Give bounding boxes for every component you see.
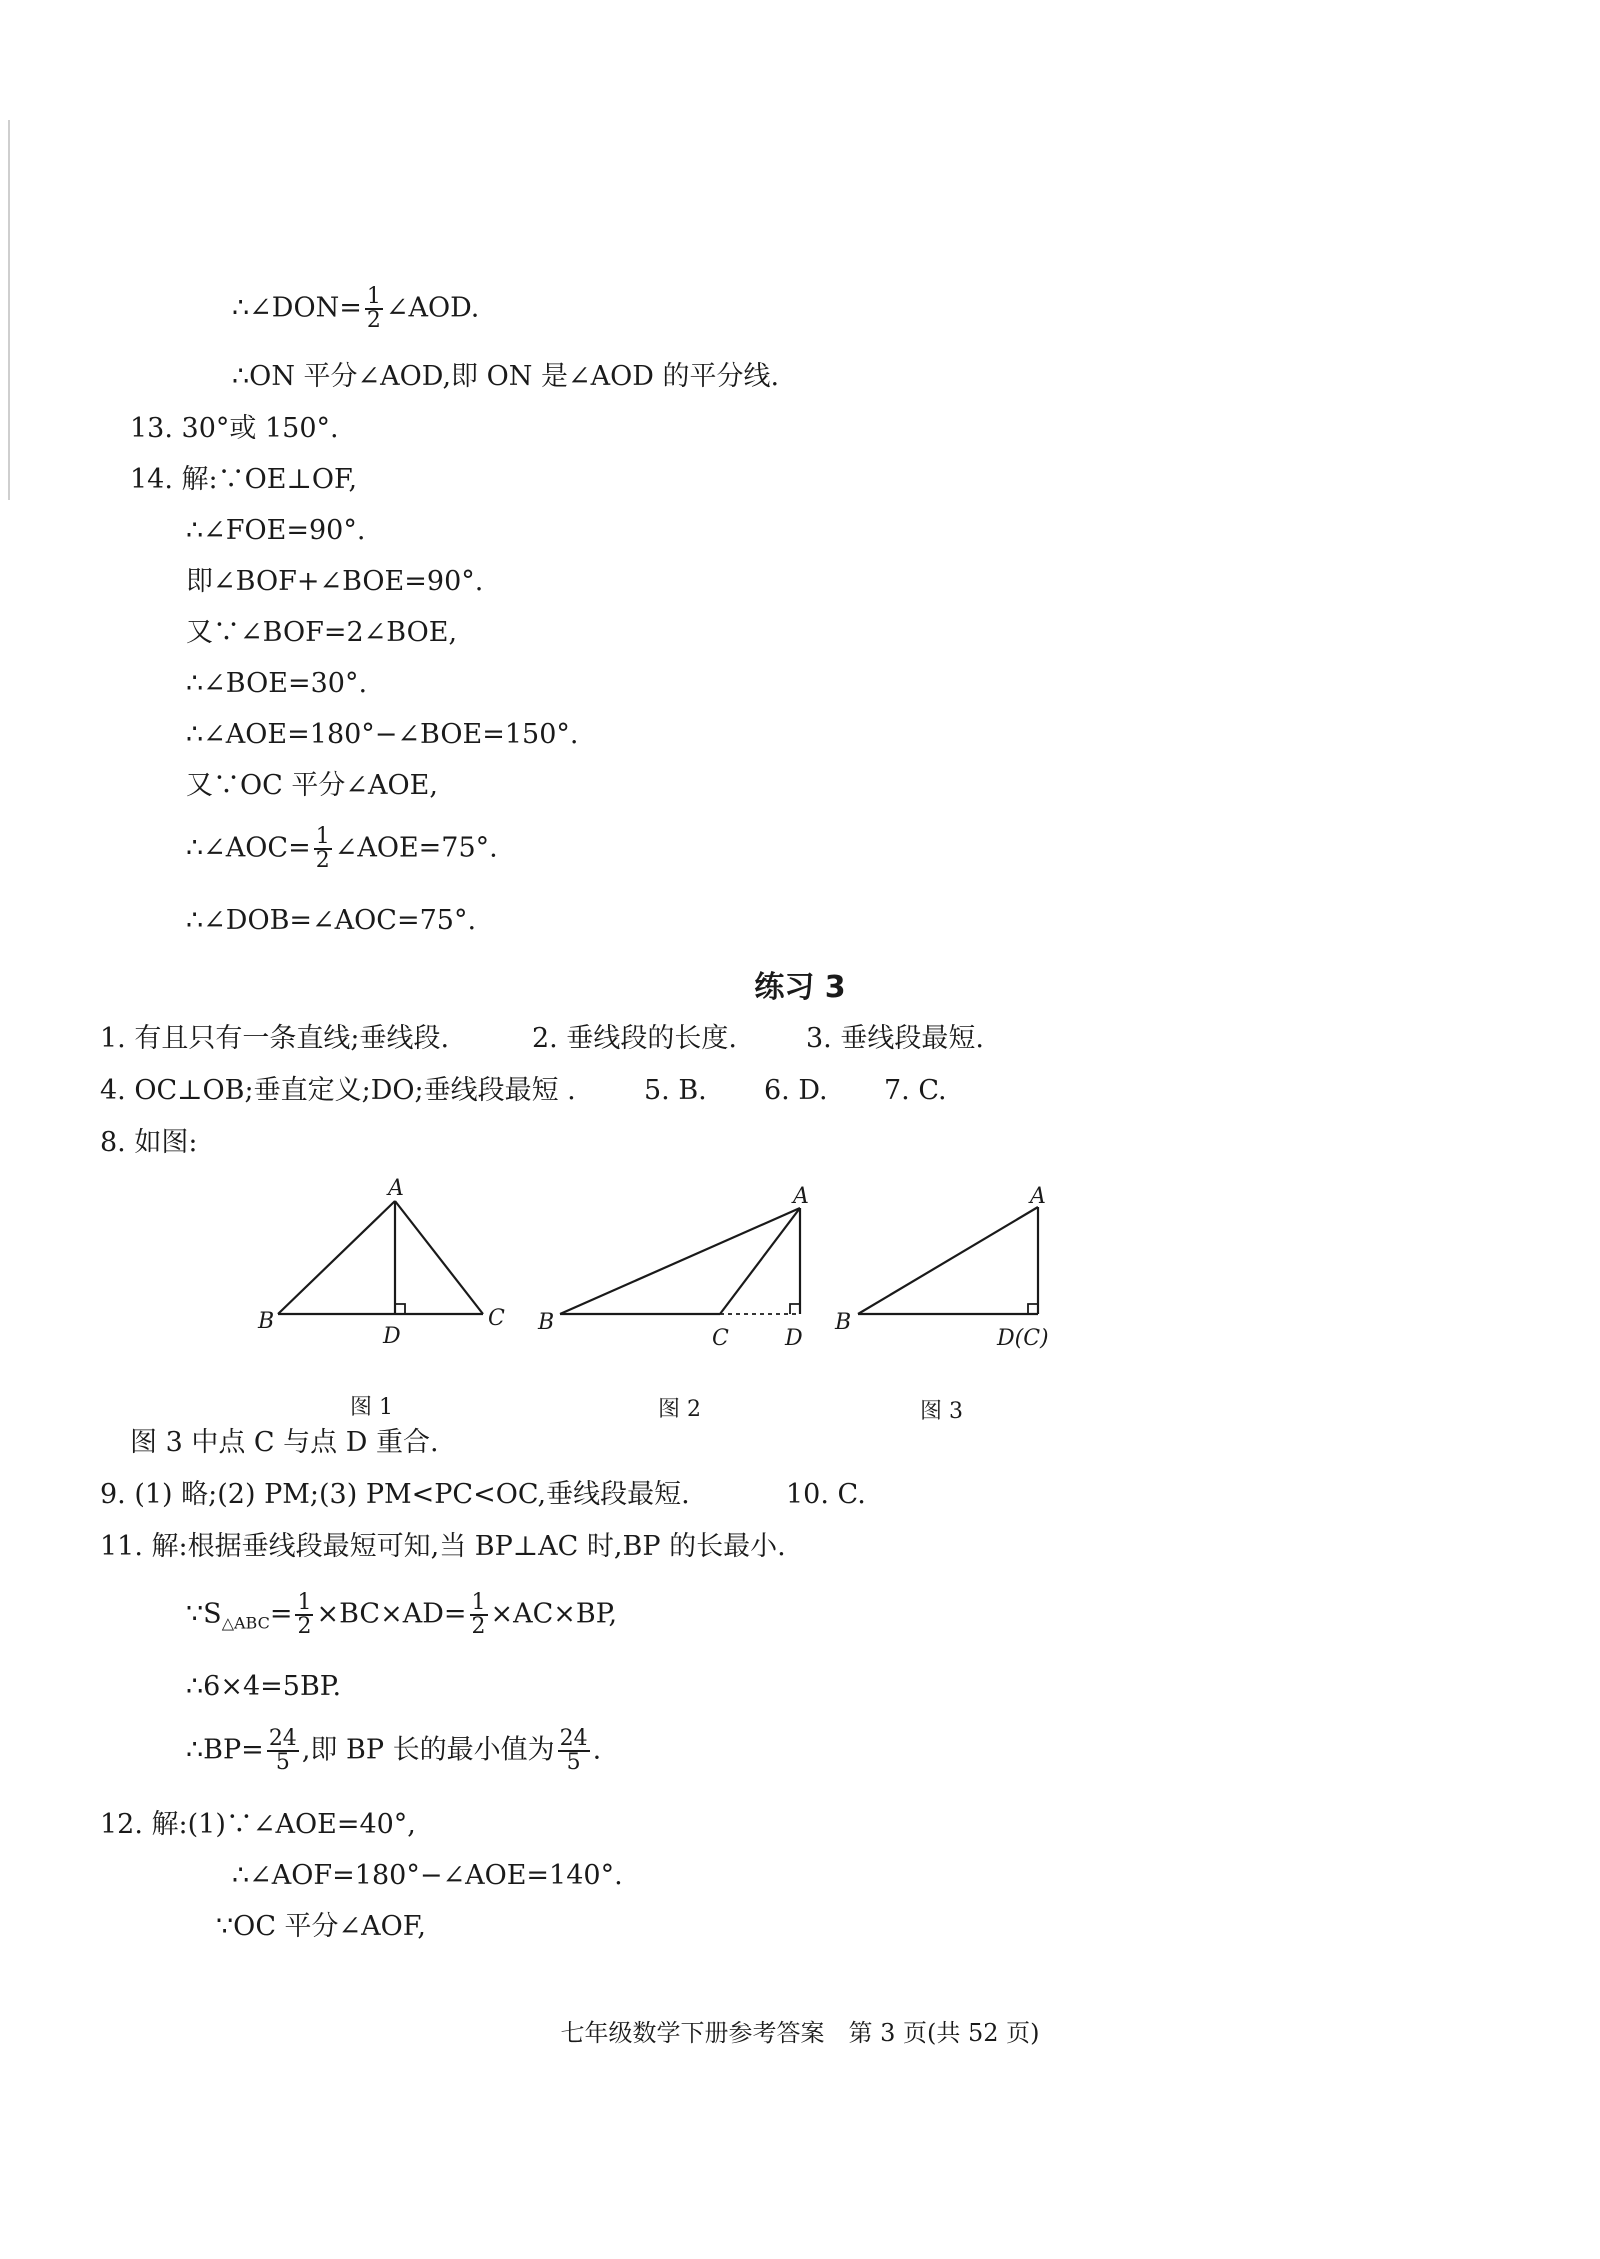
numerator: 1 bbox=[366, 284, 381, 309]
fig2-caption: 图 2 bbox=[658, 1397, 701, 1422]
line-aof-140: ∴∠AOF=180°−∠AOE=140°. bbox=[232, 1860, 623, 1891]
fig2-side-ba bbox=[560, 1208, 800, 1314]
text-segment: ∴∠AOC= bbox=[186, 832, 311, 864]
numerator: 1 bbox=[471, 1590, 486, 1615]
answer-1: 1. 有且只有一条直线;垂线段. bbox=[100, 1023, 450, 1054]
fraction bbox=[267, 1728, 299, 1774]
figure-3 bbox=[858, 1207, 1038, 1314]
fig1-caption: 图 1 bbox=[350, 1395, 393, 1420]
text-segment: = bbox=[269, 1598, 293, 1630]
answer-4: 4. OC⊥OB;垂直定义;DO;垂线段最短 . bbox=[100, 1075, 576, 1106]
denominator: 2 bbox=[297, 1614, 312, 1639]
denominator: 5 bbox=[566, 1750, 581, 1775]
answer-11: 11. 解:根据垂线段最短可知,当 BP⊥AC 时,BP 的长最小. bbox=[100, 1531, 786, 1562]
fig2-label-c: C bbox=[712, 1326, 729, 1351]
page-footer: 七年级数学下册参考答案 第 3 页(共 52 页) bbox=[560, 2019, 1040, 2047]
answer-14: 14. 解:∵OE⊥OF, bbox=[130, 464, 358, 495]
fraction bbox=[314, 826, 332, 872]
line-boe-30: ∴∠BOE=30°. bbox=[186, 668, 368, 699]
text-segment: ∠AOD. bbox=[385, 292, 480, 324]
answer-12: 12. 解:(1)∵∠AOE=40°, bbox=[100, 1809, 416, 1840]
answer-8: 8. 如图: bbox=[100, 1127, 198, 1158]
line-dob: ∴∠DOB=∠AOC=75°. bbox=[186, 905, 477, 936]
answer-7: 7. C. bbox=[884, 1075, 947, 1106]
denominator: 5 bbox=[275, 1750, 290, 1775]
scan-margin-mark bbox=[8, 120, 10, 500]
line-bp-result bbox=[186, 1728, 601, 1774]
line-on-bisector: ∴ON 平分∠AOD,即 ON 是∠AOD 的平分线. bbox=[232, 361, 780, 392]
fig1-side-ab bbox=[278, 1201, 395, 1314]
line-bof-2boe: 又∵∠BOF=2∠BOE, bbox=[186, 617, 458, 648]
fig3-label-b: B bbox=[835, 1310, 852, 1335]
answer-6: 6. D. bbox=[764, 1075, 828, 1106]
denominator: 2 bbox=[366, 308, 381, 333]
text-segment: ∴∠DON= bbox=[232, 292, 362, 324]
fraction bbox=[558, 1728, 590, 1774]
text-segment: ×BC×AD= bbox=[316, 1598, 467, 1630]
line-foe: ∴∠FOE=90°. bbox=[186, 515, 366, 546]
answer-5: 5. B. bbox=[644, 1075, 707, 1106]
numerator: 1 bbox=[315, 824, 330, 849]
fig1-right-angle-mark bbox=[395, 1304, 405, 1314]
fraction bbox=[365, 286, 383, 332]
figures-svg bbox=[0, 1165, 1600, 1425]
fig3-right-angle-mark bbox=[1028, 1304, 1038, 1314]
fig2-label-d: D bbox=[785, 1326, 803, 1351]
fig3-side-ba bbox=[858, 1207, 1038, 1314]
answer-10: 10. C. bbox=[786, 1479, 866, 1510]
fig2-side-ca bbox=[720, 1208, 800, 1314]
text-segment: ×AC×BP, bbox=[490, 1598, 618, 1630]
figure-1 bbox=[278, 1201, 483, 1314]
numerator: 24 bbox=[268, 1726, 297, 1751]
figure-note: 图 3 中点 C 与点 D 重合. bbox=[130, 1427, 439, 1458]
figure-2 bbox=[560, 1208, 800, 1314]
line-6x4: ∴6×4=5BP. bbox=[186, 1671, 342, 1702]
fig1-side-ac bbox=[395, 1201, 483, 1314]
answer-13: 13. 30°或 150°. bbox=[130, 413, 339, 444]
answer-3: 3. 垂线段最短. bbox=[806, 1023, 984, 1054]
answer-9: 9. (1) 略;(2) PM;(3) PM<PC<OC,垂线段最短. bbox=[100, 1479, 690, 1510]
text-segment: . bbox=[592, 1734, 602, 1766]
line-oc-bisects: 又∵OC 平分∠AOE, bbox=[186, 770, 438, 801]
fig3-label-a: A bbox=[1030, 1184, 1046, 1209]
fig2-label-b: B bbox=[538, 1310, 555, 1335]
text-segment: ,即 BP 长的最小值为 bbox=[301, 1734, 555, 1766]
line-oc-bisects-aof: ∵OC 平分∠AOF, bbox=[216, 1911, 426, 1942]
line-bof-boe: 即∠BOF+∠BOE=90°. bbox=[186, 566, 484, 597]
denominator: 2 bbox=[315, 848, 330, 873]
subscript: △ABC bbox=[221, 1613, 270, 1633]
numerator: 1 bbox=[297, 1590, 312, 1615]
numerator: 24 bbox=[559, 1726, 588, 1751]
text-segment: ∵S bbox=[186, 1598, 222, 1630]
fraction bbox=[295, 1592, 313, 1638]
line-aoc bbox=[186, 826, 498, 872]
fig1-label-c: C bbox=[488, 1306, 505, 1331]
fig1-label-a: A bbox=[388, 1176, 404, 1201]
fig2-right-angle-mark bbox=[790, 1304, 800, 1314]
line-area-formula bbox=[186, 1592, 617, 1641]
text-segment: ∠AOE=75°. bbox=[334, 832, 498, 864]
line-aoe-150: ∴∠AOE=180°−∠BOE=150°. bbox=[186, 719, 579, 750]
section-title: 练习 3 bbox=[754, 970, 846, 1005]
text-segment: ∴BP= bbox=[186, 1734, 264, 1766]
fraction bbox=[470, 1592, 488, 1638]
fig3-caption: 图 3 bbox=[920, 1399, 963, 1424]
denominator: 2 bbox=[471, 1614, 486, 1639]
fig1-label-b: B bbox=[258, 1309, 275, 1334]
fig3-label-dc: D(C) bbox=[997, 1326, 1049, 1351]
fig2-label-a: A bbox=[793, 1184, 809, 1209]
line-don bbox=[232, 286, 479, 332]
fig1-label-d: D bbox=[383, 1324, 401, 1349]
answer-2: 2. 垂线段的长度. bbox=[532, 1023, 737, 1054]
